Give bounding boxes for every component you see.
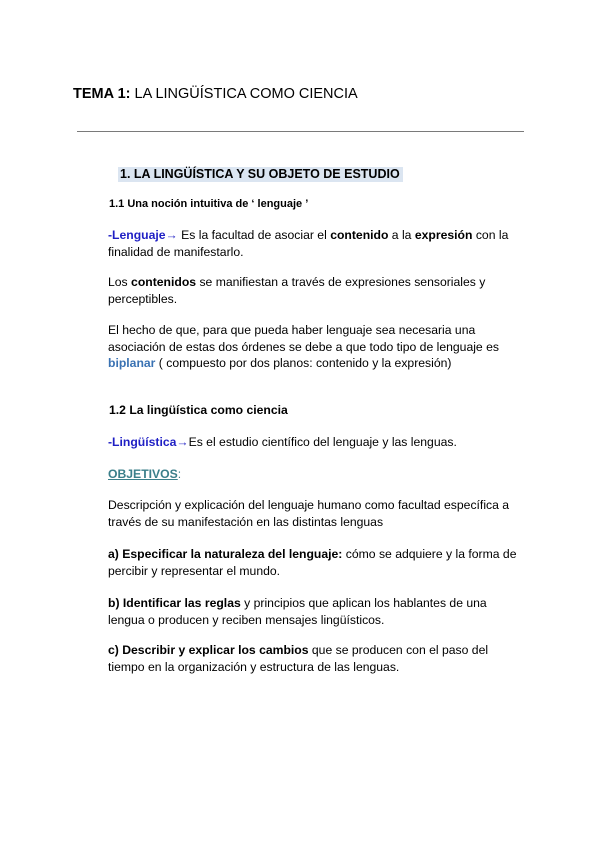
item-a: a) Especificar la naturaleza del lenguaje: cómo se adquiere y la forma de percibir y representar el mundo.	[108, 547, 517, 578]
objetivos-label: OBJETIVOS	[108, 467, 178, 481]
objetivos-heading: OBJETIVOS:	[108, 467, 182, 481]
paragraph-lenguaje: -Lenguaje→ Es la facultad de asociar el contenido a la expresión con la finalidad de manifestarlo.	[108, 228, 509, 259]
paragraph-contenidos: Los contenidos se manifiestan a través de expresiones sensoriales y perceptibles.	[108, 275, 486, 306]
subsection-heading-1-1: 1.1 Una noción intuitiva de ‘ lenguaje ’	[109, 198, 309, 210]
horizontal-divider	[77, 131, 524, 132]
title-text: LA LINGÜÍSTICA COMO CIENCIA	[134, 86, 358, 102]
title-prefix: TEMA 1:	[73, 86, 131, 102]
paragraph-descripcion: Descripción y explicación del lenguaje humano como facultad específica a través de su manifestación en las distintas lenguas	[108, 498, 510, 529]
paragraph-linguistica: -Lingüística→Es el estudio científico del lenguaje y las lenguas.	[108, 435, 457, 449]
term-biplanar: biplanar	[108, 356, 156, 370]
item-b: b) Identificar las reglas y principios que aplican los hablantes de una lengua o producen y reciben mensajes lingüísticos.	[108, 596, 487, 627]
subsection-heading-1-2: 1.2 La lingüística como ciencia	[109, 403, 288, 417]
page-title	[73, 86, 358, 102]
section-heading: 1. LA LINGÜÍSTICA Y SU OBJETO DE ESTUDIO	[118, 167, 403, 182]
paragraph-hecho: El hecho de que, para que pueda haber lenguaje sea necesaria una asociación de estas dos órdenes se debe a que todo tipo de lenguaje es biplanar ( compuesto por dos planos: contenido y la expresión)	[108, 323, 499, 370]
item-c: c) Describir y explicar los cambios que se producen con el paso del tiempo en la organización y estructura de las lenguas.	[108, 643, 489, 674]
term-linguistica: -Lingüística	[108, 435, 177, 449]
term-lenguaje: -Lenguaje→	[108, 228, 178, 242]
